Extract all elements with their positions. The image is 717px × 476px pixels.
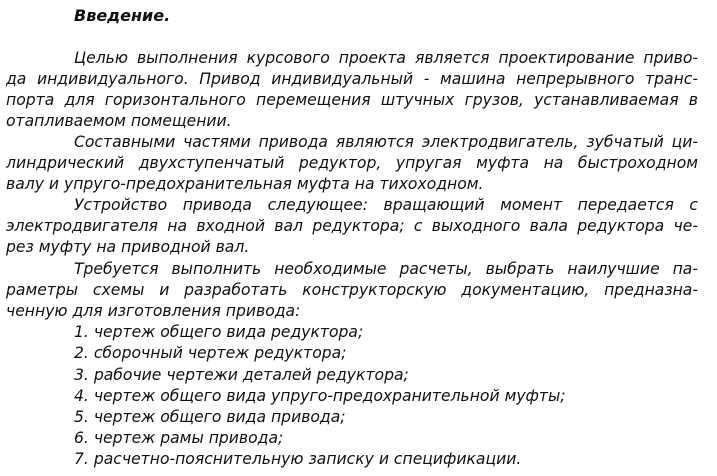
list-item: 1. чертеж общего вида редуктора; — [74, 323, 364, 341]
list-item: 4. чертеж общего вида упруго-предохранительной муфты; — [74, 387, 566, 405]
paragraph-1-line-2: да индивидуального. Привод индивидуальный - машина непрерывного транс- — [6, 70, 698, 88]
section-title: Введение. — [74, 6, 171, 25]
paragraph-3-line-2: электродвигателя на входной вал редуктора; с выходного вала редуктора че- — [6, 217, 698, 235]
paragraph-1-line-4: отапливаемом помещении. — [6, 112, 232, 130]
list-item: 6. чертеж рамы привода; — [74, 429, 284, 447]
paragraph-3-line-1: Устройство привода следующее: вращающий момент передается с — [74, 196, 698, 214]
paragraph-1-line-3: порта для горизонтального перемещения штучных грузов, устанавливаемая в — [6, 91, 698, 109]
paragraph-4-line-3: ченную для изготовления привода: — [6, 302, 301, 320]
paragraph-2-line-1: Составными частями привода являются электродвигатель, зубчатый ци- — [74, 133, 698, 151]
paragraph-4-line-1: Требуется выполнить необходимые расчеты, выбрать наилучшие па- — [74, 260, 698, 278]
paragraph-2-line-3: валу и упруго-предохранительная муфта на тихоходном. — [6, 175, 484, 193]
paragraph-1-line-1: Целью выполнения курсового проекта является проектирование приво- — [74, 49, 698, 67]
list-item: 7. расчетно-пояснительную записку и спецификации. — [74, 450, 522, 468]
paragraph-2-line-2: линдрический двухступенчатый редуктор, упругая муфта на быстроходном — [6, 154, 698, 172]
list-item: 5. чертеж общего вида привода; — [74, 408, 346, 426]
list-item: 3. рабочие чертежи деталей редуктора; — [74, 366, 409, 384]
list-item: 2. сборочный чертеж редуктора; — [74, 344, 347, 362]
paragraph-3-line-3: рез муфту на приводной вал. — [6, 238, 250, 256]
paragraph-4-line-2: раметры схемы и разработать конструкторскую документацию, предназна- — [6, 281, 698, 299]
